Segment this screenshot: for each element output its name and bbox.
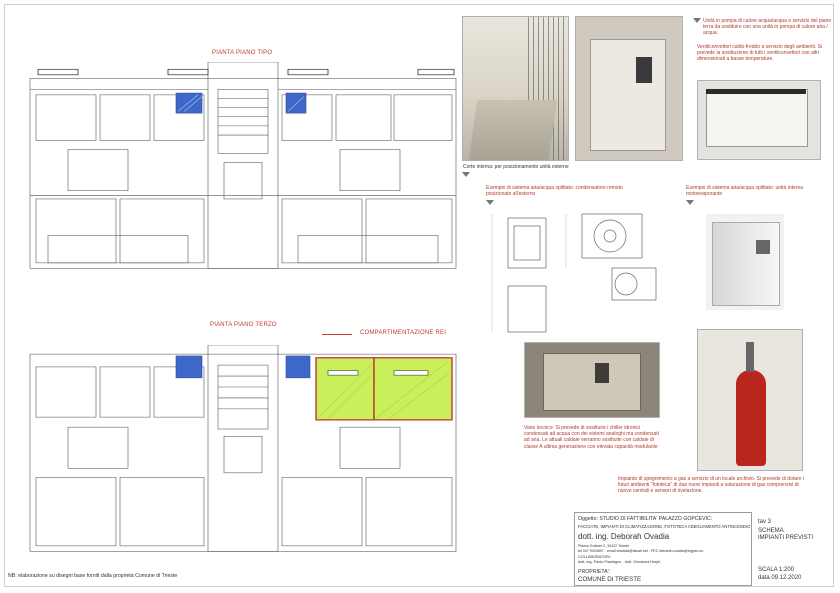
designer-contacts: tel 347 9003897 - email dovadia@tiscali.net - PEC deborah.ovadia@ingpec.eu (578, 549, 704, 553)
typical-floor-plan (28, 62, 458, 272)
rei-legend-line (322, 334, 352, 335)
split-indoor-photo (706, 214, 784, 310)
fancoil-photo (697, 80, 821, 160)
collaborators: dott. ing. Paolo Piastrigno - dott. Giovanna Hrejel (578, 560, 661, 564)
courtyard-marker-icon (462, 172, 470, 177)
gas-suppression-photo (697, 329, 803, 471)
designer-name: dott. ing. Deborah Ovadia (578, 532, 670, 541)
technical-room-caption: Vano tecnico: Si prevede di sostituire i chiller idronici condensati ad acqua con dei sistemi analoghi ma condensati ad aria. Le attuali caldaie verranno sostituite con caldaie di classe A ultima generazione con elevata capacità modulante (524, 425, 659, 450)
split-example-caption: Esempio di sistema aria/acqua splittato: condensatore remoto posizionato all'esterno (486, 185, 623, 198)
designer-address: Piazza Goldoni 2, 34122 Trieste (578, 544, 629, 548)
technical-room-photo (524, 342, 660, 418)
collaborators-label: COLLABORATORI: (578, 555, 611, 559)
heatpump-caption: Unità in pompa di calore acqua/acqua e servizio del piano terra da sostituire con una unità in pompa di calore aria / acqua. (703, 18, 832, 37)
subject-label: Oggetto: (578, 516, 598, 522)
typical-floor-title: PIANTA PIANO TIPO (212, 50, 273, 56)
courtyard-photo (462, 16, 569, 161)
third-floor-title: PIANTA PIANO TERZO (210, 322, 277, 328)
third-floor-plan (28, 345, 458, 555)
fancoil-caption: Ventilconvettori caldo-freddo a servizio degli ambienti. Si prevede la sostituzione di tutti i ventilconvettori con altri dimensionati a basse temperature. (697, 44, 823, 63)
gas-caption: Impianto di spegnimento a gas a servizio di un locale archivio. Si prevede di dotare i futuri ambienti "fototeca" di due nuovi impianti a saturazione di gas comprensivi di nuove centrali e sensori di rivelazione. (618, 476, 804, 495)
owner-name: COMUNE DI TRIESTE (578, 576, 642, 583)
sheet-scale: SCALA 1:200 (758, 567, 795, 573)
heatpump-marker-icon (693, 18, 701, 23)
split-technical-drawings (486, 208, 676, 336)
rei-legend-label: COMPARTIMENTAZIONE REI (360, 330, 447, 336)
project-detail: FACCIATE, IMPIANTI DI CLIMATIZZAZIONE, FOTOTECA ADEGUAMENTO ANTINCENDIO (578, 524, 751, 529)
owner-label: PROPRIETA': (578, 569, 611, 575)
sheet-date: data 09.12.2020 (758, 575, 802, 581)
courtyard-caption: Corte interna: per posizionamento unità esterne (463, 164, 569, 170)
sheet-title-line2: IMPIANTI PREVISTI (758, 535, 814, 541)
footer-note: NB: elaborazione su disegni base forniti dalla proprietà Comune di Trieste (8, 573, 178, 579)
sheet-number: tav 3 (758, 519, 772, 525)
split-indoor-caption: Esempio di sistema aria/acqua splittato: unità interna motoevaporante (686, 185, 804, 198)
sheet-title-line1: SCHEMA (758, 528, 784, 534)
split-example-marker-icon (486, 200, 494, 205)
title-block (574, 512, 752, 586)
project-subject: STUDIO DI FATTIBILITA' PALAZZO GOPCEVIC: (599, 516, 713, 522)
split-indoor-marker-icon (686, 200, 694, 205)
heatpump-photo (575, 16, 683, 161)
